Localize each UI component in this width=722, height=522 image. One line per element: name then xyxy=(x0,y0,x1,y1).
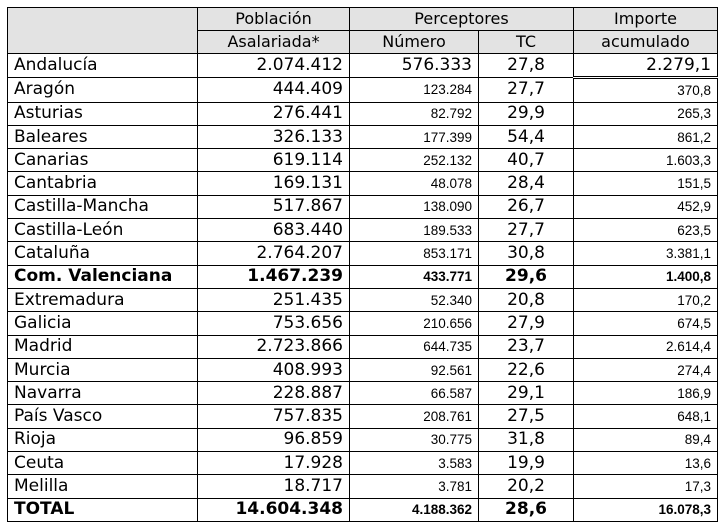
header-importe-1: Importe xyxy=(574,8,718,31)
tc-cell: 27,5 xyxy=(479,405,574,428)
table-row xyxy=(8,125,718,148)
table-row xyxy=(8,78,718,102)
table-row xyxy=(8,475,718,498)
region-cell: Extremadura xyxy=(8,288,198,311)
numero-cell: 177.399 xyxy=(350,125,479,148)
tc-cell: 31,8 xyxy=(479,428,574,451)
poblacion-cell: 757.835 xyxy=(198,405,350,428)
poblacion-cell: 2.723.866 xyxy=(198,335,350,358)
poblacion-cell: 17.928 xyxy=(198,452,350,475)
tc-cell: 28,6 xyxy=(479,498,574,521)
tc-cell: 40,7 xyxy=(479,149,574,172)
numero-cell: 66.587 xyxy=(350,382,479,405)
importe-cell: 2.279,1 xyxy=(574,54,718,78)
header-tc: TC xyxy=(479,31,574,54)
poblacion-cell: 2.074.412 xyxy=(198,54,350,78)
table-row xyxy=(8,288,718,311)
numero-cell: 576.333 xyxy=(350,54,479,78)
poblacion-cell: 753.656 xyxy=(198,312,350,335)
region-cell: Madrid xyxy=(8,335,198,358)
header-poblacion-2: Asalariada* xyxy=(198,31,350,54)
header-blank xyxy=(8,8,198,54)
table-row xyxy=(8,242,718,265)
table-row xyxy=(8,265,718,288)
poblacion-cell: 2.764.207 xyxy=(198,242,350,265)
numero-cell: 853.171 xyxy=(350,242,479,265)
table-row xyxy=(8,428,718,451)
region-cell: Castilla-León xyxy=(8,219,198,242)
tc-cell: 28,4 xyxy=(479,172,574,195)
numero-cell: 252.132 xyxy=(350,149,479,172)
importe-cell: 17,3 xyxy=(574,475,718,498)
poblacion-cell: 228.887 xyxy=(198,382,350,405)
header-perceptores: Perceptores xyxy=(350,8,574,31)
numero-cell: 52.340 xyxy=(350,288,479,311)
tc-cell: 30,8 xyxy=(479,242,574,265)
importe-cell: 3.381,1 xyxy=(574,242,718,265)
numero-cell: 3.583 xyxy=(350,452,479,475)
tc-cell: 20,2 xyxy=(479,475,574,498)
numero-cell: 82.792 xyxy=(350,102,479,125)
tc-cell: 27,9 xyxy=(479,312,574,335)
importe-cell: 13,6 xyxy=(574,452,718,475)
importe-cell: 674,5 xyxy=(574,312,718,335)
importe-cell: 186,9 xyxy=(574,382,718,405)
tc-cell: 19,9 xyxy=(479,452,574,475)
poblacion-cell: 1.467.239 xyxy=(198,265,350,288)
numero-cell: 4.188.362 xyxy=(350,498,479,521)
region-cell: Castilla-Mancha xyxy=(8,195,198,218)
poblacion-cell: 96.859 xyxy=(198,428,350,451)
region-cell: Canarias xyxy=(8,149,198,172)
header-poblacion-1: Población xyxy=(198,8,350,31)
poblacion-cell: 18.717 xyxy=(198,475,350,498)
importe-cell: 274,4 xyxy=(574,358,718,381)
numero-cell: 30.775 xyxy=(350,428,479,451)
tc-cell: 27,7 xyxy=(479,219,574,242)
table-row xyxy=(8,358,718,381)
region-cell: Com. Valenciana xyxy=(8,265,198,288)
table-row xyxy=(8,195,718,218)
numero-cell: 433.771 xyxy=(350,265,479,288)
table-row xyxy=(8,149,718,172)
poblacion-cell: 169.131 xyxy=(198,172,350,195)
poblacion-cell: 683.440 xyxy=(198,219,350,242)
tc-cell: 22,6 xyxy=(479,358,574,381)
numero-cell: 92.561 xyxy=(350,358,479,381)
numero-cell: 210.656 xyxy=(350,312,479,335)
table-row xyxy=(8,335,718,358)
importe-cell: 1.400,8 xyxy=(574,265,718,288)
numero-cell: 189.533 xyxy=(350,219,479,242)
region-cell: Murcia xyxy=(8,358,198,381)
region-cell: Galicia xyxy=(8,312,198,335)
importe-cell: 89,4 xyxy=(574,428,718,451)
table-row xyxy=(8,172,718,195)
numero-cell: 138.090 xyxy=(350,195,479,218)
tc-cell: 26,7 xyxy=(479,195,574,218)
region-cell: Ceuta xyxy=(8,452,198,475)
tc-cell: 27,8 xyxy=(479,54,574,78)
tc-cell: 29,6 xyxy=(479,265,574,288)
numero-cell: 3.781 xyxy=(350,475,479,498)
poblacion-cell: 619.114 xyxy=(198,149,350,172)
poblacion-cell: 444.409 xyxy=(198,78,350,102)
perceptores-table xyxy=(7,7,718,522)
table-row xyxy=(8,405,718,428)
header-numero: Número xyxy=(350,31,479,54)
region-cell: País Vasco xyxy=(8,405,198,428)
numero-cell: 208.761 xyxy=(350,405,479,428)
total-row xyxy=(8,498,718,521)
table-body xyxy=(8,54,718,522)
region-cell: Cataluña xyxy=(8,242,198,265)
importe-cell: 1.603,3 xyxy=(574,149,718,172)
table-row xyxy=(8,382,718,405)
tc-cell: 23,7 xyxy=(479,335,574,358)
region-cell: Baleares xyxy=(8,125,198,148)
table-row xyxy=(8,312,718,335)
region-cell: Cantabria xyxy=(8,172,198,195)
poblacion-cell: 251.435 xyxy=(198,288,350,311)
tc-cell: 29,1 xyxy=(479,382,574,405)
importe-cell: 170,2 xyxy=(574,288,718,311)
tc-cell: 27,7 xyxy=(479,78,574,102)
tc-cell: 29,9 xyxy=(479,102,574,125)
region-cell: Navarra xyxy=(8,382,198,405)
region-cell: Aragón xyxy=(8,78,198,102)
poblacion-cell: 276.441 xyxy=(198,102,350,125)
numero-cell: 644.735 xyxy=(350,335,479,358)
region-cell: TOTAL xyxy=(8,498,198,521)
numero-cell: 48.078 xyxy=(350,172,479,195)
importe-cell: 861,2 xyxy=(574,125,718,148)
region-cell: Asturias xyxy=(8,102,198,125)
importe-cell: 16.078,3 xyxy=(574,498,718,521)
table-row xyxy=(8,54,718,78)
table-row xyxy=(8,219,718,242)
importe-cell: 370,8 xyxy=(574,78,718,102)
table-row xyxy=(8,102,718,125)
tc-cell: 20,8 xyxy=(479,288,574,311)
numero-cell: 123.284 xyxy=(350,78,479,102)
importe-cell: 151,5 xyxy=(574,172,718,195)
region-cell: Rioja xyxy=(8,428,198,451)
importe-cell: 2.614,4 xyxy=(574,335,718,358)
importe-cell: 648,1 xyxy=(574,405,718,428)
header-importe-2: acumulado xyxy=(574,31,718,54)
importe-cell: 623,5 xyxy=(574,219,718,242)
poblacion-cell: 517.867 xyxy=(198,195,350,218)
poblacion-cell: 326.133 xyxy=(198,125,350,148)
region-cell: Melilla xyxy=(8,475,198,498)
importe-cell: 452,9 xyxy=(574,195,718,218)
region-cell: Andalucía xyxy=(8,54,198,78)
poblacion-cell: 14.604.348 xyxy=(198,498,350,521)
importe-cell: 265,3 xyxy=(574,102,718,125)
poblacion-cell: 408.993 xyxy=(198,358,350,381)
tc-cell: 54,4 xyxy=(479,125,574,148)
table-row xyxy=(8,452,718,475)
